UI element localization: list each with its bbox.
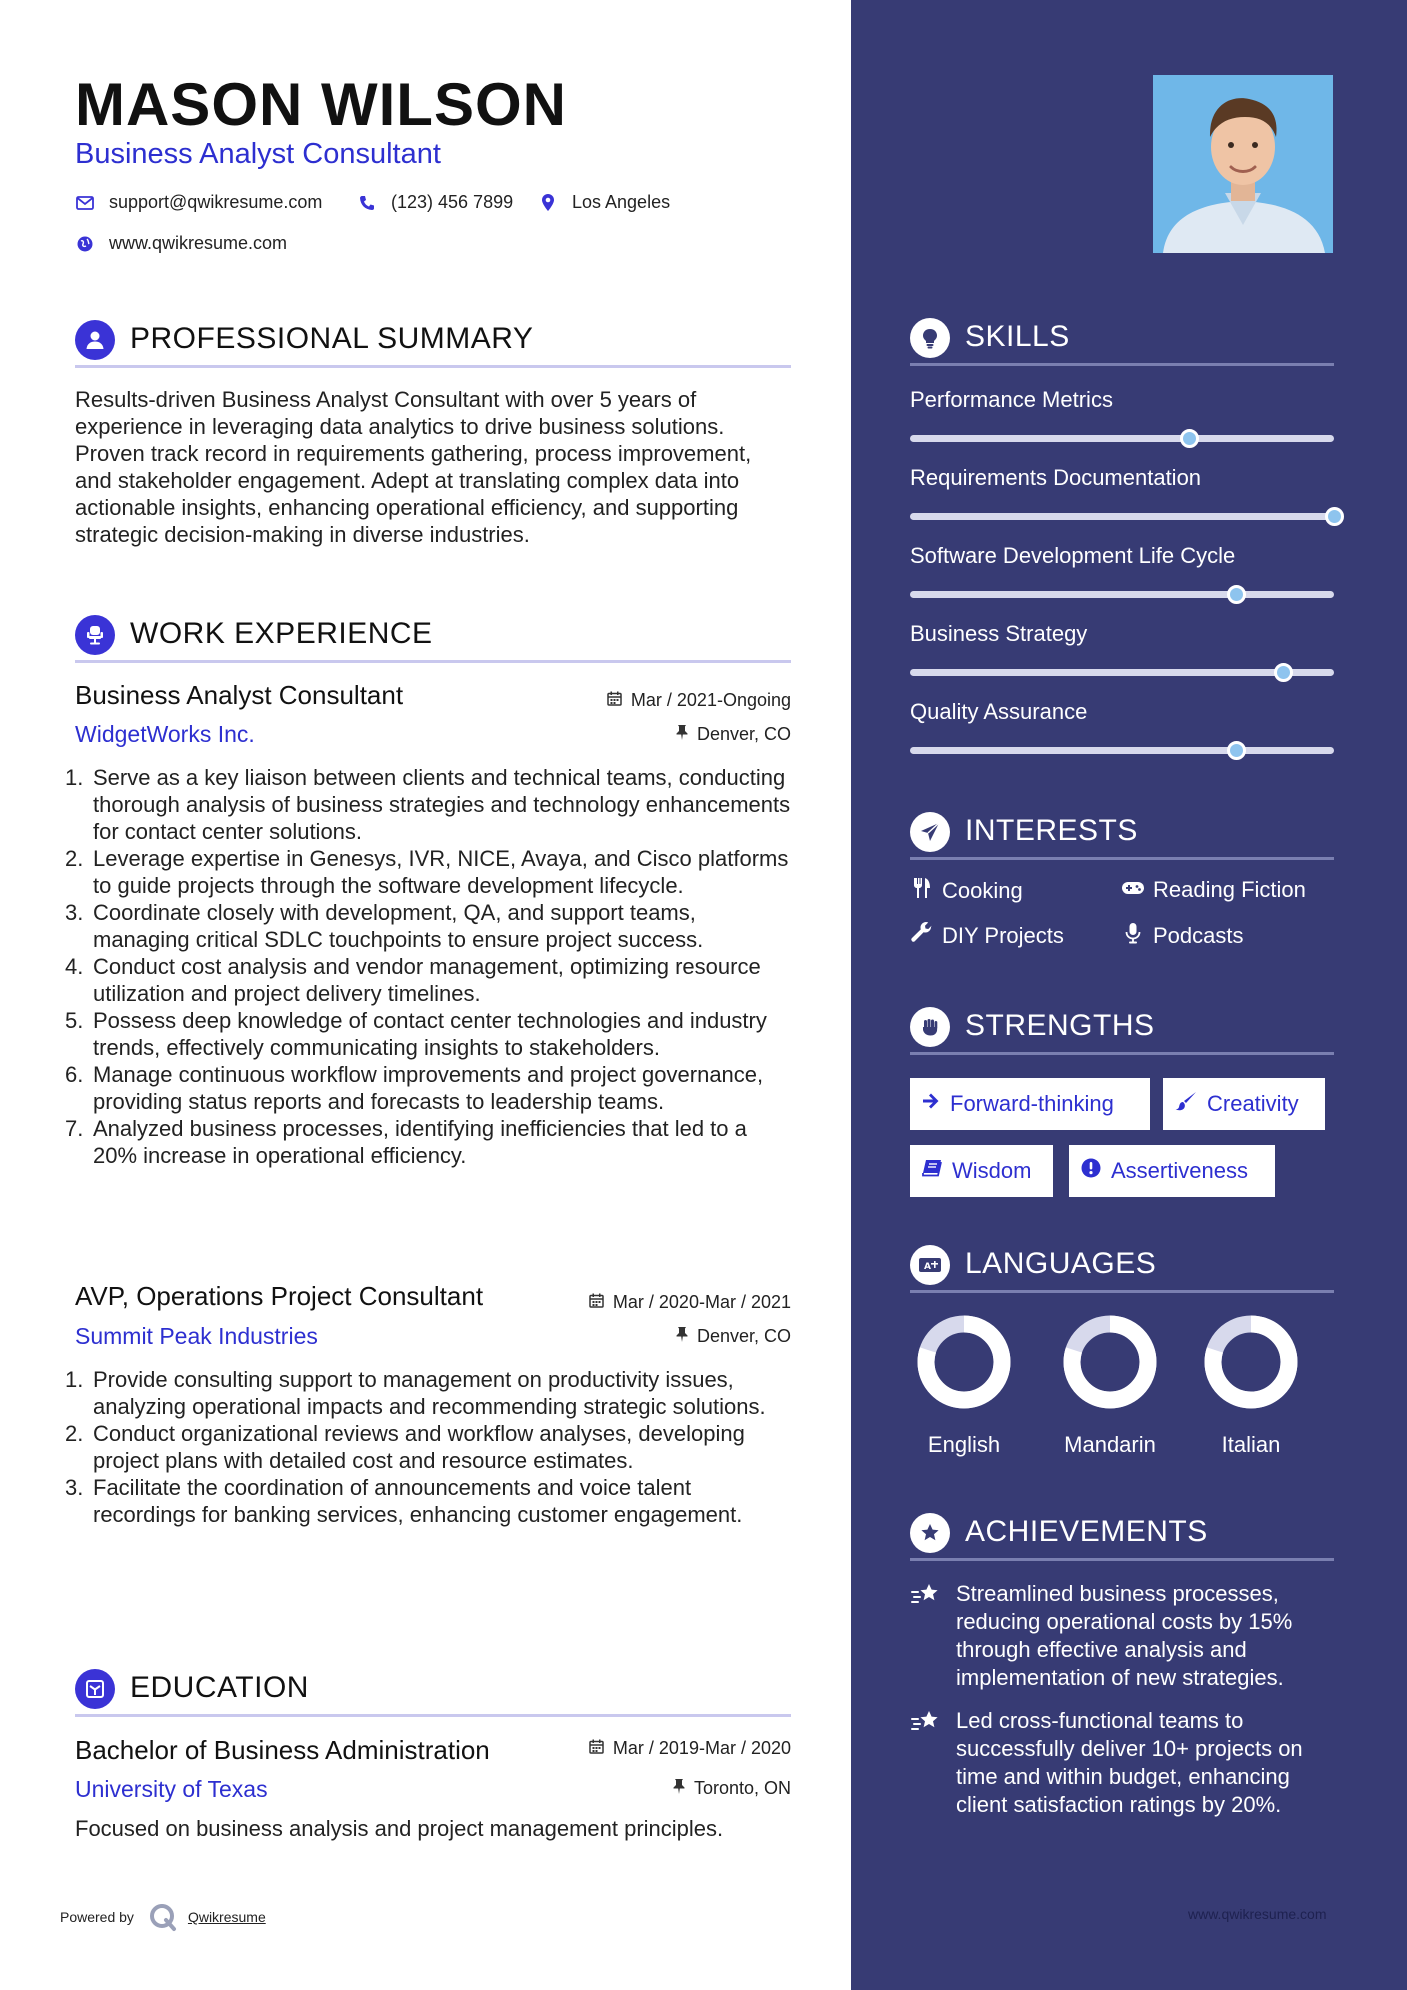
exclamation-circle-icon bbox=[1081, 1158, 1101, 1184]
qwikresume-logo-icon bbox=[148, 1902, 178, 1932]
interest-item bbox=[1121, 922, 1244, 950]
skill-item bbox=[910, 699, 1334, 769]
calendar-icon bbox=[607, 691, 622, 710]
achievement-text: Led cross-functional teams to successfully deliver 10+ projects on time and within budget, enhancing client satisfaction ratings by 20%. bbox=[956, 1708, 1303, 1817]
skills-heading: SKILLS bbox=[965, 320, 1070, 353]
summary-text: Results-driven Business Analyst Consultant with over 5 years of experience in leveraging data analytics to drive business solutions. Proven track record in requirements gathering, process improvement, and stakeholder engagement. Adept at translating complex data into actionable insights, enhancing operational efficiency, and supporting strategic decision-making in diverse industries. bbox=[75, 387, 752, 547]
skill-bar bbox=[910, 435, 1334, 442]
interest-item bbox=[910, 877, 1023, 905]
education-location bbox=[673, 1778, 791, 1799]
lightbulb-icon bbox=[910, 318, 950, 358]
education-section-header bbox=[75, 1661, 791, 1717]
qwikresume-link[interactable]: Qwikresume bbox=[187, 1909, 266, 1925]
globe-icon bbox=[75, 234, 95, 254]
strength-badge bbox=[910, 1078, 1150, 1130]
language-proficiency-ring bbox=[1063, 1315, 1157, 1409]
arrow-right-icon bbox=[922, 1092, 940, 1116]
job-location-text: Denver, CO bbox=[696, 724, 791, 744]
raised-fist-icon bbox=[910, 1007, 950, 1047]
contact-phone[interactable] bbox=[357, 192, 513, 213]
list-item: Facilitate the coordination of announcements and voice talent recordings for banking services, enhancing customer engagement. bbox=[93, 1475, 743, 1527]
utensils-icon bbox=[910, 877, 934, 905]
profile-photo bbox=[1153, 75, 1333, 253]
achievement-item bbox=[910, 1707, 1334, 1819]
language-proficiency-ring bbox=[917, 1315, 1011, 1409]
pushpin-icon bbox=[676, 725, 688, 744]
skill-name: Software Development Life Cycle bbox=[910, 543, 1236, 568]
location-text: Los Angeles bbox=[572, 192, 671, 212]
skill-bar bbox=[910, 513, 1334, 520]
experience-heading: WORK EXPERIENCE bbox=[130, 617, 433, 650]
map-marker-icon bbox=[538, 193, 558, 213]
job-duties-list bbox=[75, 1366, 795, 1528]
summary-heading: PROFESSIONAL SUMMARY bbox=[130, 322, 534, 355]
degree-title: Bachelor of Business Administration bbox=[75, 1735, 490, 1765]
list-item: Conduct cost analysis and vendor management, optimizing resource utilization and project delivery timelines. bbox=[93, 954, 761, 1006]
achievement-item bbox=[910, 1580, 1334, 1692]
microphone-icon bbox=[1121, 922, 1145, 950]
skill-item bbox=[910, 621, 1334, 691]
list-item: Manage continuous workflow improvements and project governance, providing status reports and forecasts to leadership teams. bbox=[93, 1062, 764, 1114]
strength-label: Forward-thinking bbox=[950, 1091, 1114, 1116]
list-item: Provide consulting support to management on productivity issues, analyzing operational impacts and recommending strategic solutions. bbox=[93, 1367, 766, 1419]
strengths-heading: STRENGTHS bbox=[965, 1009, 1155, 1042]
svg-text:A: A bbox=[924, 1262, 931, 1272]
job-location bbox=[676, 1326, 791, 1347]
interests-heading: INTERESTS bbox=[965, 814, 1138, 847]
wrench-icon bbox=[910, 922, 934, 950]
language-proficiency-ring bbox=[1204, 1315, 1298, 1409]
interest-label: Reading Fiction bbox=[1153, 877, 1306, 902]
skill-bar bbox=[910, 591, 1334, 598]
strengths-section-header bbox=[910, 1001, 1334, 1055]
paint-brush-icon bbox=[1175, 1091, 1197, 1117]
phone-text: (123) 456 7899 bbox=[391, 192, 514, 212]
list-item: Coordinate closely with development, QA, and support teams, managing critical SDLC touchpoints to ensure project success. bbox=[93, 900, 704, 952]
language-item bbox=[1191, 1315, 1311, 1458]
contact-location bbox=[538, 192, 670, 213]
strength-label: Assertiveness bbox=[1111, 1158, 1248, 1183]
list-item: Analyzed business processes, identifying inefficiencies that led to a 20% increase in operational efficiency. bbox=[93, 1116, 747, 1168]
language-icon bbox=[910, 1245, 950, 1285]
strength-badge bbox=[1163, 1078, 1325, 1130]
language-item bbox=[1050, 1315, 1170, 1458]
strength-badge bbox=[1069, 1145, 1275, 1197]
interest-item bbox=[910, 922, 1064, 950]
achievements-heading: ACHIEVEMENTS bbox=[965, 1515, 1208, 1548]
job-title: AVP, Operations Project Consultant bbox=[75, 1281, 484, 1311]
contact-email[interactable] bbox=[75, 192, 322, 213]
education-heading: EDUCATION bbox=[130, 1671, 309, 1704]
pushpin-icon bbox=[673, 1779, 685, 1798]
interests-section-header bbox=[910, 806, 1334, 860]
envelope-icon bbox=[75, 193, 95, 213]
email-text: support@qwikresume.com bbox=[109, 192, 323, 212]
skill-item bbox=[910, 543, 1334, 613]
job-date-text: Mar / 2020-Mar / 2021 bbox=[612, 1292, 791, 1312]
candidate-name: MASON WILSON bbox=[75, 71, 567, 138]
skills-section-header bbox=[910, 312, 1334, 366]
education-date bbox=[589, 1738, 791, 1759]
skill-name: Performance Metrics bbox=[910, 387, 1113, 412]
list-item: Serve as a key liaison between clients and technical teams, conducting thorough analysis of business strategies and technology enhancements for contact center solutions. bbox=[93, 765, 791, 844]
achievements-section-header bbox=[910, 1507, 1334, 1561]
book-icon bbox=[922, 1159, 942, 1183]
skill-level-knob bbox=[1227, 741, 1246, 760]
language-name: Mandarin bbox=[1064, 1432, 1156, 1457]
powered-by-text: Powered by bbox=[60, 1909, 134, 1925]
education-description: Focused on business analysis and project management principles. bbox=[75, 1816, 724, 1841]
footer-website[interactable]: www.qwikresume.com bbox=[1188, 1906, 1327, 1922]
skill-name: Business Strategy bbox=[910, 621, 1088, 646]
pushpin-icon bbox=[676, 1327, 688, 1346]
star-badge-icon bbox=[910, 1513, 950, 1553]
language-item bbox=[904, 1315, 1024, 1458]
office-chair-icon bbox=[75, 615, 115, 655]
skill-bar bbox=[910, 669, 1334, 676]
job-title: Business Analyst Consultant bbox=[75, 680, 404, 710]
gamepad-icon bbox=[1121, 879, 1145, 902]
skill-level-knob bbox=[1274, 663, 1293, 682]
school-name: University of Texas bbox=[75, 1776, 268, 1802]
skill-level-knob bbox=[1325, 507, 1344, 526]
shooting-star-icon bbox=[910, 1582, 942, 1608]
paper-plane-icon bbox=[910, 812, 950, 852]
strength-label: Creativity bbox=[1207, 1091, 1299, 1116]
website-text: www.qwikresume.com bbox=[109, 233, 288, 253]
candidate-title: Business Analyst Consultant bbox=[75, 138, 441, 170]
strength-label: Wisdom bbox=[952, 1158, 1032, 1183]
user-icon bbox=[75, 320, 115, 360]
job-location-text: Denver, CO bbox=[696, 1326, 791, 1346]
education-date-text: Mar / 2019-Mar / 2020 bbox=[612, 1738, 791, 1758]
languages-section-header bbox=[910, 1239, 1334, 1293]
skill-item bbox=[910, 465, 1334, 535]
interest-label: Podcasts bbox=[1153, 923, 1244, 948]
skill-level-knob bbox=[1180, 429, 1199, 448]
language-name: English bbox=[927, 1432, 1001, 1457]
experience-section-header bbox=[75, 607, 791, 663]
achievement-text: Streamlined business processes, reducing operational costs by 15% through effective analysis and implementation of new strategies. bbox=[956, 1581, 1293, 1690]
skill-level-knob bbox=[1227, 585, 1246, 604]
skill-bar bbox=[910, 747, 1334, 754]
summary-section-header bbox=[75, 312, 791, 368]
interest-item bbox=[1121, 877, 1306, 903]
job-location bbox=[676, 724, 791, 745]
contact-website[interactable] bbox=[75, 233, 287, 254]
calendar-icon bbox=[589, 1293, 604, 1312]
skill-name: Requirements Documentation bbox=[910, 465, 1202, 490]
interest-label: Cooking bbox=[942, 878, 1023, 903]
education-location-text: Toronto, ON bbox=[693, 1778, 791, 1798]
job-company: WidgetWorks Inc. bbox=[75, 721, 255, 747]
list-item: Leverage expertise in Genesys, IVR, NICE, Avaya, and Cisco platforms to guide projects through the software development lifecycle. bbox=[93, 846, 789, 898]
languages-heading: LANGUAGES bbox=[965, 1247, 1157, 1280]
phone-icon bbox=[357, 193, 377, 213]
list-item: Conduct organizational reviews and workflow analyses, developing project plans with detailed cost and resource estimates. bbox=[93, 1421, 745, 1473]
calendar-icon bbox=[589, 1739, 604, 1758]
language-name: Italian bbox=[1221, 1432, 1281, 1457]
skill-item bbox=[910, 387, 1334, 457]
interest-label: DIY Projects bbox=[942, 923, 1064, 948]
strength-badge bbox=[910, 1145, 1053, 1197]
job-date bbox=[607, 690, 791, 711]
job-company: Summit Peak Industries bbox=[75, 1323, 318, 1349]
powered-by bbox=[60, 1902, 266, 1932]
job-duties-list bbox=[75, 764, 795, 1169]
list-item: Possess deep knowledge of contact center technologies and industry trends, effectively communicating insights to stakeholders. bbox=[93, 1008, 767, 1060]
job-date-text: Mar / 2021-Ongoing bbox=[630, 690, 791, 710]
shooting-star-icon bbox=[910, 1709, 942, 1735]
graduate-icon bbox=[75, 1669, 115, 1709]
job-date bbox=[589, 1292, 791, 1313]
skill-name: Quality Assurance bbox=[910, 699, 1088, 724]
